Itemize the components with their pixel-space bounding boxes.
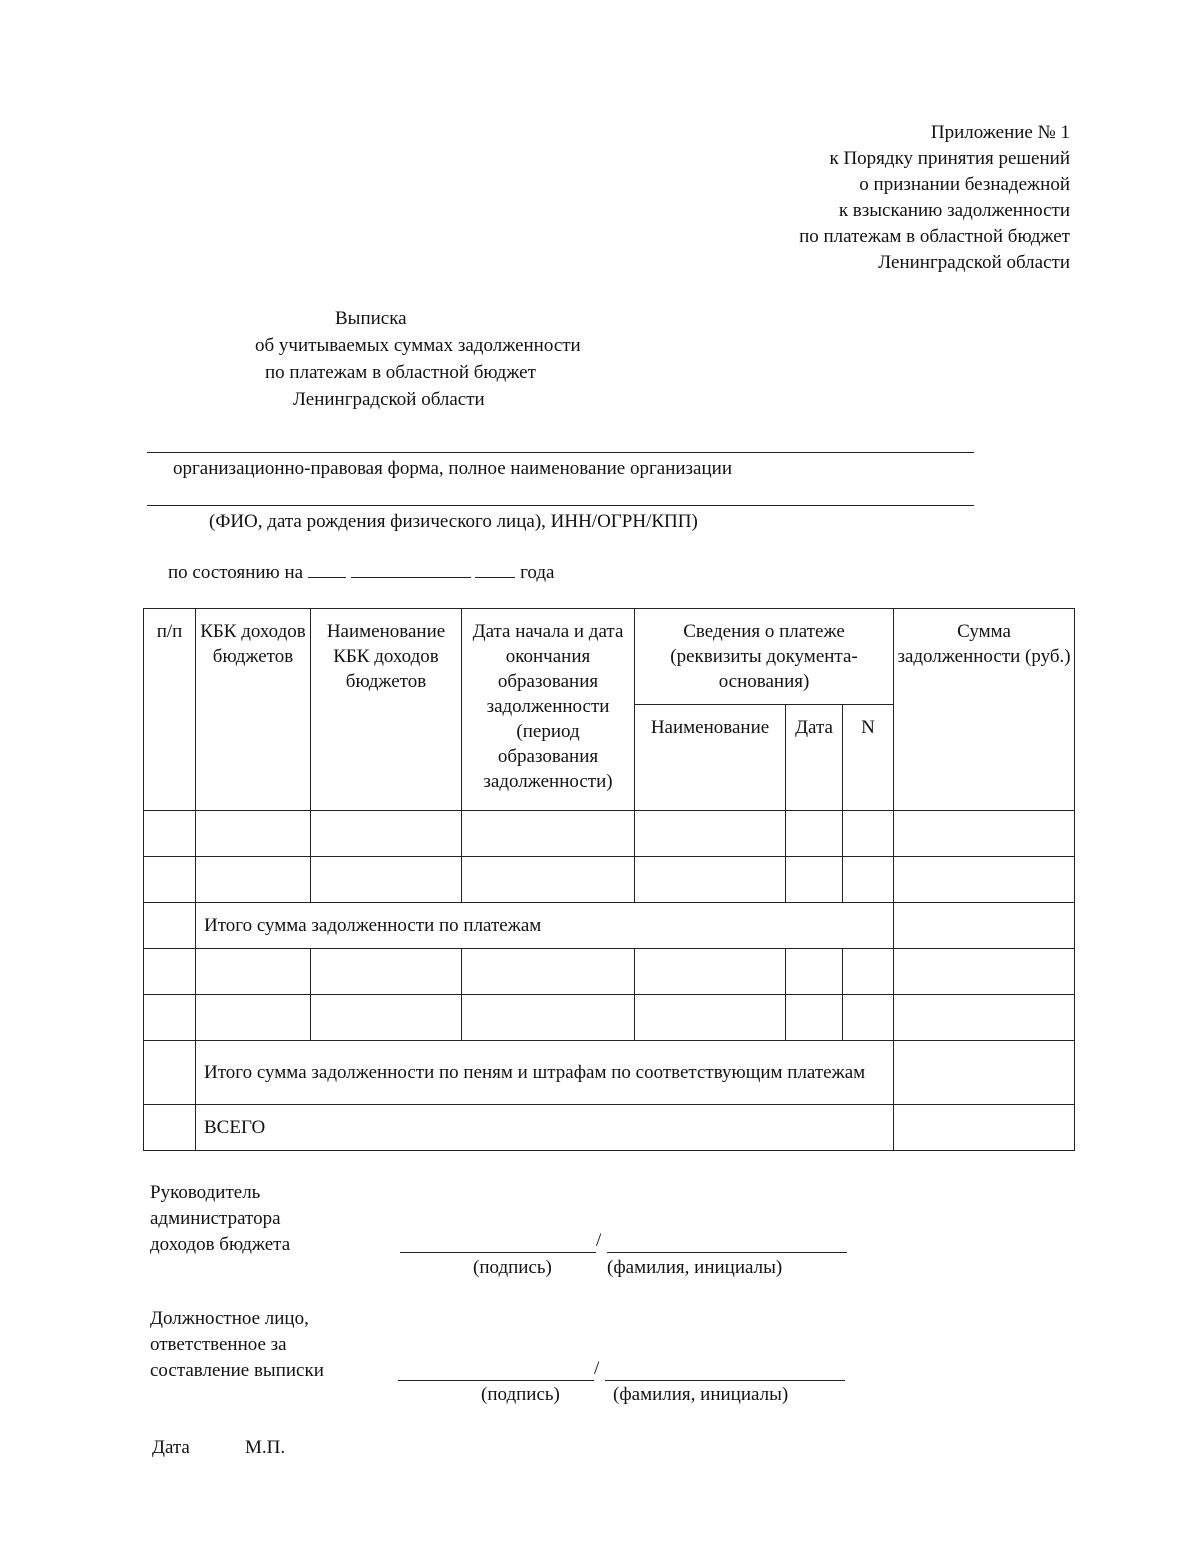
cell[interactable] bbox=[196, 811, 311, 857]
cell[interactable] bbox=[144, 811, 196, 857]
year-blank[interactable] bbox=[475, 561, 515, 578]
grand-total-amount[interactable] bbox=[894, 1105, 1075, 1151]
day-blank[interactable] bbox=[308, 561, 346, 578]
total-penalties-label: Итого сумма задолженности по пеням и штрафам по соответствующим платежам bbox=[196, 1041, 894, 1105]
cell[interactable] bbox=[786, 995, 843, 1041]
stamp-label: М.П. bbox=[245, 1437, 286, 1458]
cell[interactable] bbox=[843, 949, 894, 995]
header-kbk: КБК доходов бюджетов bbox=[196, 609, 311, 811]
title-line: об учитываемых суммах задолженности bbox=[255, 335, 581, 356]
cell[interactable] bbox=[894, 811, 1075, 857]
cell[interactable] bbox=[635, 949, 786, 995]
signer-label-line: составление выписки bbox=[150, 1360, 324, 1381]
header-pay-number: N bbox=[843, 705, 894, 811]
cell[interactable] bbox=[311, 949, 462, 995]
cell[interactable] bbox=[196, 949, 311, 995]
cell[interactable] bbox=[894, 995, 1075, 1041]
cell[interactable] bbox=[311, 811, 462, 857]
head-name-line[interactable] bbox=[607, 1252, 847, 1253]
cell[interactable] bbox=[196, 995, 311, 1041]
official-name-line[interactable] bbox=[605, 1380, 845, 1381]
header-payment-info: Сведения о платеже (реквизиты документа-основания) bbox=[635, 609, 894, 705]
signer-label-line: ответственное за bbox=[150, 1334, 287, 1355]
total-penalties-row bbox=[144, 1041, 1075, 1105]
annex-line: к взысканию задолженности bbox=[838, 200, 1070, 221]
cell[interactable] bbox=[144, 857, 196, 903]
date-label: Дата bbox=[152, 1437, 190, 1458]
table-row bbox=[144, 811, 1075, 857]
annex-block bbox=[799, 120, 1070, 276]
cell[interactable] bbox=[462, 949, 635, 995]
header-amount: Сумма задолженности (руб.) bbox=[894, 609, 1075, 811]
signer-label-line: доходов бюджета bbox=[150, 1234, 291, 1255]
cell[interactable] bbox=[894, 949, 1075, 995]
annex-line: к Порядку принятия решений bbox=[829, 148, 1070, 169]
grand-total-row bbox=[144, 1105, 1075, 1151]
annex-line: по платежам в областной бюджет bbox=[799, 226, 1070, 247]
head-slash: / bbox=[596, 1230, 602, 1251]
official-name-caption: (фамилия, инициалы) bbox=[613, 1384, 789, 1405]
month-blank[interactable] bbox=[351, 561, 471, 578]
cell[interactable] bbox=[843, 857, 894, 903]
as-of-suffix: года bbox=[520, 562, 555, 583]
cell[interactable] bbox=[144, 1041, 196, 1105]
cell[interactable] bbox=[843, 811, 894, 857]
header-pay-date: Дата bbox=[786, 705, 843, 811]
annex-line: Приложение № 1 bbox=[930, 122, 1070, 143]
cell[interactable] bbox=[786, 949, 843, 995]
title-line: Ленинградской области bbox=[293, 389, 485, 410]
org-name-line[interactable] bbox=[147, 452, 974, 453]
title-line: по платежам в областной бюджет bbox=[265, 362, 536, 383]
as-of-prefix: по состоянию на bbox=[168, 562, 304, 583]
cell[interactable] bbox=[894, 857, 1075, 903]
cell[interactable] bbox=[196, 857, 311, 903]
cell[interactable] bbox=[843, 995, 894, 1041]
header-pay-name: Наименование bbox=[635, 705, 786, 811]
debt-table bbox=[143, 608, 1075, 1151]
table-row bbox=[144, 995, 1075, 1041]
official-signer-label bbox=[150, 1306, 324, 1384]
cell[interactable] bbox=[635, 995, 786, 1041]
annex-line: Ленинградской области bbox=[878, 252, 1070, 273]
header-dates: Дата начала и дата окончания образования задолженности (период образования задолженности) bbox=[462, 609, 635, 811]
official-slash: / bbox=[594, 1358, 600, 1379]
as-of-date bbox=[168, 561, 554, 584]
signer-label-line: администратора bbox=[150, 1208, 281, 1229]
official-signature-line[interactable] bbox=[398, 1380, 594, 1381]
header-row bbox=[144, 609, 1075, 705]
cell[interactable] bbox=[462, 995, 635, 1041]
cell[interactable] bbox=[462, 811, 635, 857]
grand-total-label: ВСЕГО bbox=[196, 1105, 894, 1151]
cell[interactable] bbox=[144, 1105, 196, 1151]
cell[interactable] bbox=[144, 903, 196, 949]
table-row bbox=[144, 949, 1075, 995]
official-sign-caption: (подпись) bbox=[481, 1384, 560, 1405]
header-kbk-name: Наименование КБК доходов бюджетов bbox=[311, 609, 462, 811]
head-sign-caption: (подпись) bbox=[473, 1257, 552, 1278]
annex-line: о признании безнадежной bbox=[859, 174, 1070, 195]
signer-label-line: Руководитель bbox=[150, 1182, 261, 1203]
org-caption: организационно-правовая форма, полное наименование организации bbox=[173, 458, 732, 479]
person-caption: (ФИО, дата рождения физического лица), ИНН/ОГРН/КПП) bbox=[209, 511, 698, 532]
signer-label-line: Должностное лицо, bbox=[150, 1308, 309, 1329]
cell[interactable] bbox=[311, 995, 462, 1041]
person-line[interactable] bbox=[147, 505, 974, 506]
cell[interactable] bbox=[635, 811, 786, 857]
head-name-caption: (фамилия, инициалы) bbox=[607, 1257, 783, 1278]
cell[interactable] bbox=[786, 857, 843, 903]
total-penalties-amount[interactable] bbox=[894, 1041, 1075, 1105]
title-line: Выписка bbox=[335, 308, 407, 329]
cell[interactable] bbox=[144, 949, 196, 995]
head-signer-label bbox=[150, 1180, 290, 1258]
cell[interactable] bbox=[635, 857, 786, 903]
cell[interactable] bbox=[144, 995, 196, 1041]
table-row bbox=[144, 857, 1075, 903]
total-payments-label: Итого сумма задолженности по платежам bbox=[196, 903, 894, 949]
header-num: п/п bbox=[144, 609, 196, 811]
total-payments-amount[interactable] bbox=[894, 903, 1075, 949]
cell[interactable] bbox=[311, 857, 462, 903]
cell[interactable] bbox=[786, 811, 843, 857]
head-signature-line[interactable] bbox=[400, 1252, 596, 1253]
document-title bbox=[255, 305, 581, 413]
total-payments-row bbox=[144, 903, 1075, 949]
cell[interactable] bbox=[462, 857, 635, 903]
